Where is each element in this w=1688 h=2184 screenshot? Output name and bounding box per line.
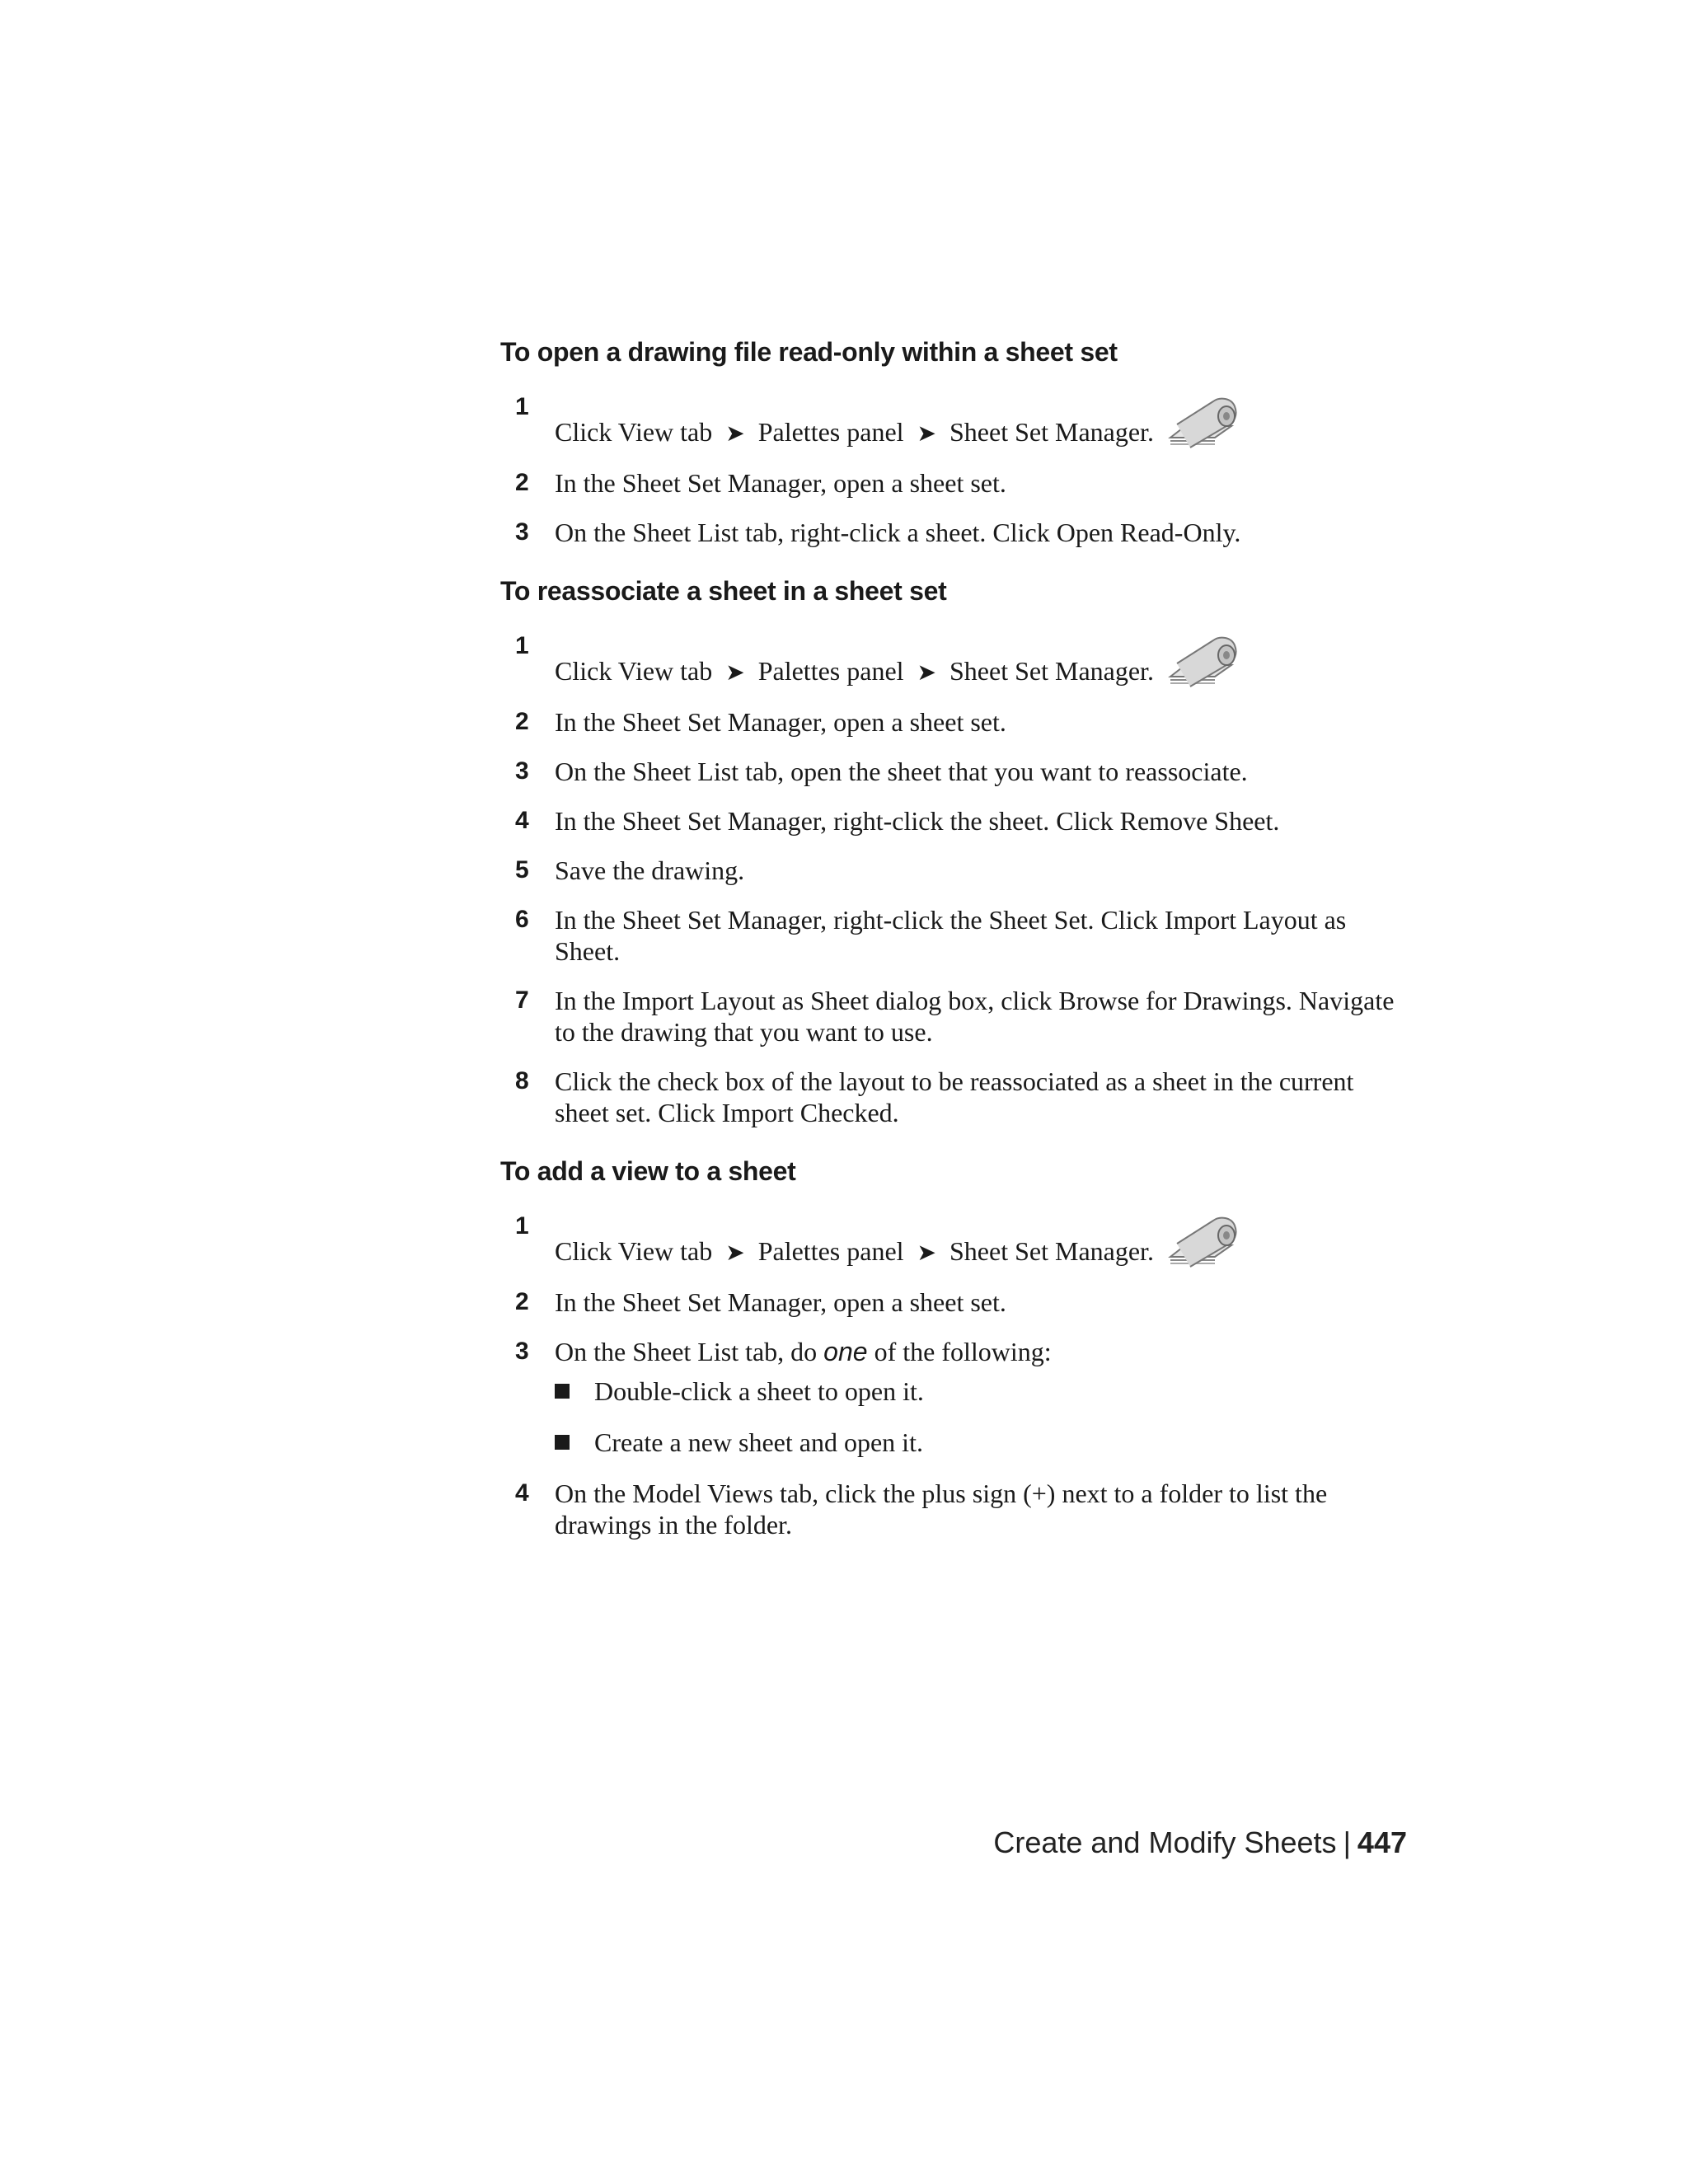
step-number: 3 (515, 518, 529, 546)
sheet-set-manager-icon (1165, 630, 1241, 691)
arrow-right-icon: ➤ (725, 419, 745, 447)
step-item (500, 985, 1407, 1047)
bullet-item (555, 1376, 1407, 1407)
step-number: 4 (515, 1479, 529, 1507)
step-item (500, 1336, 1407, 1458)
step-text: Save the drawing. (555, 855, 745, 885)
section-heading: To reassociate a sheet in a sheet set (500, 576, 947, 606)
step-item (500, 1286, 1407, 1318)
step-item (500, 517, 1407, 548)
step-text (555, 1337, 1052, 1366)
menu-path-tab: Click View tab (555, 417, 713, 447)
step-item (500, 1478, 1407, 1540)
step-number: 3 (515, 757, 529, 785)
arrow-right-icon: ➤ (917, 419, 936, 447)
step-text-part: of the following: (867, 1337, 1052, 1366)
step-text: In the Sheet Set Manager, right-click the Sheet Set. Click Import Layout as Sheet. (555, 905, 1347, 966)
bullet-text: Create a new sheet and open it. (594, 1427, 923, 1457)
step-text: In the Sheet Set Manager, open a sheet set. (555, 468, 1006, 498)
steps-list (500, 630, 1407, 1128)
step-number: 1 (515, 393, 529, 420)
step-item (500, 630, 1407, 688)
menu-path-panel: Palettes panel (757, 417, 904, 447)
square-bullet-icon (555, 1435, 570, 1450)
section-heading: To add a view to a sheet (500, 1156, 796, 1186)
step-number: 7 (515, 987, 529, 1014)
step-item (500, 805, 1407, 837)
steps-list (500, 1211, 1407, 1540)
menu-path-tool: Sheet Set Manager. (950, 656, 1154, 686)
step-text: In the Sheet Set Manager, open a sheet set. (555, 707, 1006, 737)
menu-path-tool: Sheet Set Manager. (950, 1236, 1154, 1266)
bullet-item (555, 1427, 1407, 1458)
step-text: In the Sheet Set Manager, open a sheet set. (555, 1287, 1006, 1317)
step-item (500, 391, 1407, 449)
step-number: 2 (515, 469, 529, 496)
step-text: On the Sheet List tab, right-click a sheet. Click Open Read-Only. (555, 518, 1241, 547)
step-text: Click the check box of the layout to be reassociated as a sheet in the current sheet set. Click Import Checked. (555, 1066, 1354, 1127)
step-number: 1 (515, 1212, 529, 1240)
chapter-title: Create and Modify Sheets (993, 1825, 1337, 1859)
arrow-right-icon: ➤ (725, 658, 745, 686)
step-text: On the Model Views tab, click the plus sign (+) next to a folder to list the drawings in the folder. (555, 1479, 1328, 1540)
section-heading: To open a drawing file read-only within a sheet set (500, 337, 1118, 367)
step-text: In the Import Layout as Sheet dialog box, click Browse for Drawings. Navigate to the drawing that you want to use. (555, 986, 1395, 1047)
step-item (500, 756, 1407, 787)
step-number: 3 (515, 1338, 529, 1365)
step-item (500, 706, 1407, 738)
bullet-text: Double-click a sheet to open it. (594, 1376, 924, 1406)
step-item (500, 855, 1407, 886)
step-number: 8 (515, 1067, 529, 1094)
menu-path-panel: Palettes panel (757, 656, 904, 686)
arrow-right-icon: ➤ (917, 658, 936, 686)
step-item (500, 467, 1407, 499)
arrow-right-icon: ➤ (725, 1239, 745, 1266)
menu-path-tab: Click View tab (555, 1236, 713, 1266)
page-content (500, 334, 1407, 1558)
step-number: 2 (515, 1288, 529, 1315)
menu-path-panel: Palettes panel (757, 1236, 904, 1266)
step-text: In the Sheet Set Manager, right-click the sheet. Click Remove Sheet. (555, 806, 1280, 836)
sheet-set-manager-icon (1165, 1211, 1241, 1272)
step-number: 1 (515, 632, 529, 659)
step-number: 2 (515, 708, 529, 735)
page-number: 447 (1357, 1825, 1407, 1859)
square-bullet-icon (555, 1384, 570, 1399)
step-text: On the Sheet List tab, open the sheet that you want to reassociate. (555, 757, 1248, 786)
arrow-right-icon: ➤ (917, 1239, 936, 1266)
step-item (500, 1211, 1407, 1268)
step-number: 5 (515, 856, 529, 883)
bullet-list (555, 1376, 1407, 1458)
step-number: 4 (515, 807, 529, 834)
page-footer (993, 1824, 1407, 1862)
step-text-emphasis: one (823, 1337, 868, 1366)
steps-list (500, 391, 1407, 548)
menu-path-tool: Sheet Set Manager. (950, 417, 1154, 447)
sheet-set-manager-icon (1165, 391, 1241, 452)
step-number: 6 (515, 906, 529, 933)
step-item (500, 1066, 1407, 1128)
step-text-part: On the Sheet List tab, do (555, 1337, 824, 1366)
step-item (500, 904, 1407, 967)
footer-separator: | (1343, 1825, 1351, 1859)
menu-path-tab: Click View tab (555, 656, 713, 686)
